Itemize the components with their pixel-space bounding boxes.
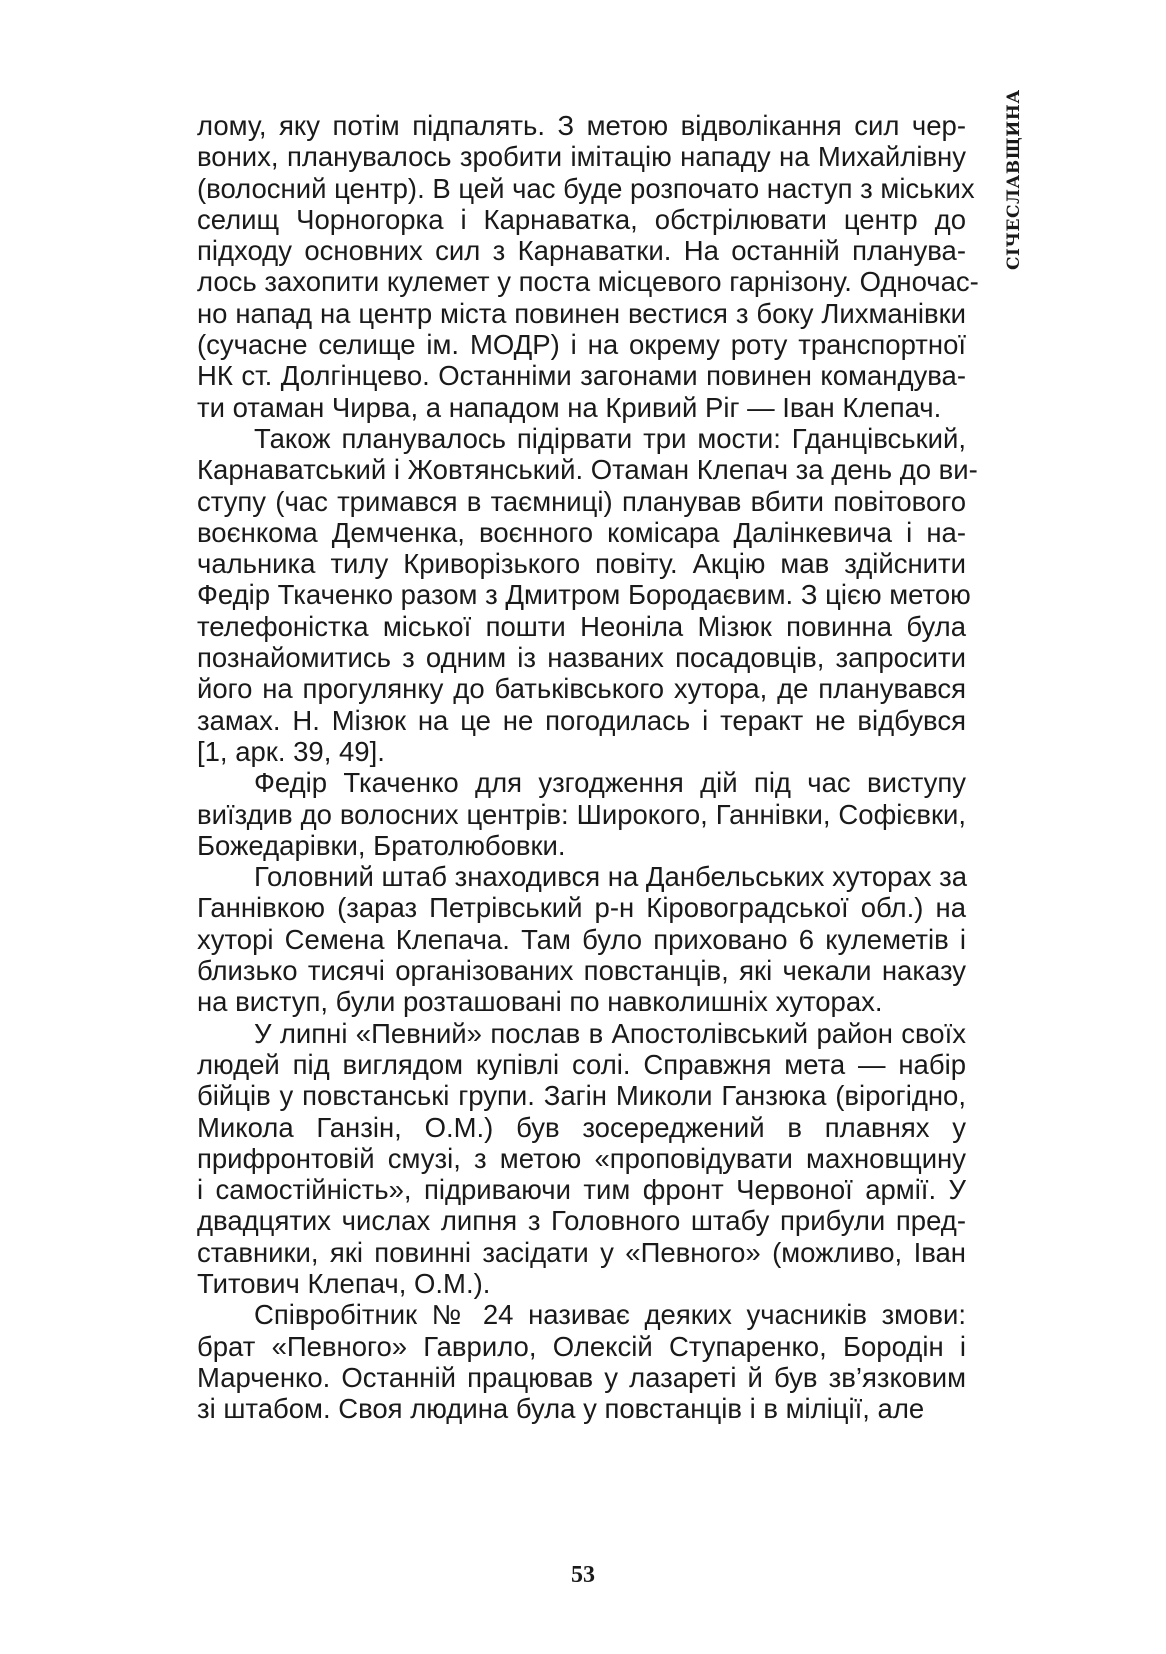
text-line: двадцятих числах липня з Головного штабу прибули пред- — [197, 1205, 966, 1237]
paragraph — [197, 422, 978, 767]
text-line: прифронтовій смузі, з метою «проповідувати махновщину — [197, 1142, 966, 1174]
text-line: брат «Певного» Гаврило, Олексій Ступаренко, Бородін і — [197, 1330, 966, 1362]
text-line: зі штабом. Своя людина була у повстанців і в міліції, але — [197, 1393, 925, 1425]
text-line: Співробітник № 24 називає деяких учасників змови: — [254, 1299, 966, 1331]
text-line: Карнаватський і Жовтянський. Отаман Клепач за день до ви- — [197, 454, 978, 486]
text-line: ти отаман Чирва, а нападом на Кривий Ріг — Іван Клепач. — [197, 391, 942, 423]
text-line: Федір Ткаченко для узгодження дій під час виступу — [254, 767, 966, 799]
paragraph — [197, 1018, 966, 1300]
text-line: людей під виглядом купівлі солі. Справжня мета — набір — [197, 1048, 966, 1080]
paragraph — [197, 110, 979, 423]
text-line: ставники, які повинні засідати у «Певного» (можливо, Іван — [197, 1236, 966, 1268]
text-line: Божедарівки, Братолюбовки. — [197, 829, 566, 861]
text-line: хуторі Семена Клепача. Там було приховано 6 кулеметів і — [197, 923, 966, 955]
text-line: телефоністка міської пошти Неоніла Мізюк повинна була — [197, 610, 966, 642]
text-line: лось захопити кулемет у поста місцевого гарнізону. Одночас- — [197, 266, 979, 298]
text-line: близько тисячі організованих повстанців, які чекали наказу — [197, 955, 966, 987]
text-line: Головний штаб знаходився на Данбельських хуторах за — [254, 861, 968, 893]
text-line: чальника тилу Криворізького повіту. Акцію мав здійснити — [197, 548, 966, 580]
text-line: воних, планувалось зробити імітацію нападу на Михайлівну — [197, 141, 966, 173]
paragraph — [197, 767, 966, 861]
text-line: підходу основних сил з Карнаватки. На останній планува- — [197, 235, 966, 267]
text-line: ступу (час тримався в таємниці) планував вбити повітового — [197, 485, 966, 517]
text-line: Також планувалось підірвати три мости: Гданцівський, — [254, 422, 966, 454]
paragraph — [197, 861, 966, 1017]
text-line: У липні «Певний» послав в Апостолівський район своїх — [254, 1017, 966, 1049]
text-line: виїздив до волосних центрів: Широкого, Ганнівки, Софієвки, — [197, 798, 966, 830]
text-line: і самостійність», підриваючи тим фронт Червоної армії. У — [197, 1174, 966, 1206]
text-line: познайомитись з одним із названих посадовців, запросити — [197, 642, 966, 674]
text-line: Ганнівкою (зараз Петрівський р-н Кіровоградської обл.) на — [197, 892, 966, 924]
text-line: на виступ, були розташовані по навколишніх хуторах. — [197, 986, 883, 1018]
text-line: Марченко. Останній працював у лазареті й був зв’язковим — [197, 1361, 966, 1393]
section-sidebar-label: СІЧЕСЛАВЩИНА — [1004, 89, 1024, 270]
body-text — [197, 110, 979, 1425]
text-line: його на прогулянку до батьківського хутора, де планувався — [197, 673, 966, 705]
text-line: но напад на центр міста повинен вестися з боку Лихманівки — [197, 297, 966, 329]
text-line: замах. Н. Мізюк на це не погодилась і теракт не відбувся — [197, 704, 966, 736]
paragraph — [197, 1299, 966, 1424]
text-line: бійців у повстанські групи. Загін Миколи Ганзюка (вірогідно, — [197, 1080, 966, 1112]
text-line: (сучасне селище ім. МОДР) і на окрему роту транспортної — [197, 329, 966, 361]
text-line: Федір Ткаченко разом з Дмитром Бородаєвим. З цією метою — [197, 579, 971, 611]
text-line: лому, яку потім підпалять. З метою відволікання сил чер- — [197, 110, 966, 141]
text-line: [1, арк. 39, 49]. — [197, 735, 385, 767]
text-line: Микола Ганзін, О.М.) був зосереджений в плавнях у — [197, 1111, 966, 1143]
text-line: селищ Чорногорка і Карнаватка, обстрілювати центр до — [197, 203, 966, 235]
text-line: НК ст. Долгінцево. Останніми загонами повинен командува- — [197, 360, 966, 392]
text-line: Титович Клепач, О.М.). — [197, 1267, 491, 1299]
text-line: воєнкома Демченка, воєнного комісара Далінкевича і на- — [197, 516, 966, 548]
page-number: 53 — [571, 1562, 595, 1588]
text-line: (волосний центр). В цей час буде розпочато наступ з міських — [197, 172, 975, 204]
